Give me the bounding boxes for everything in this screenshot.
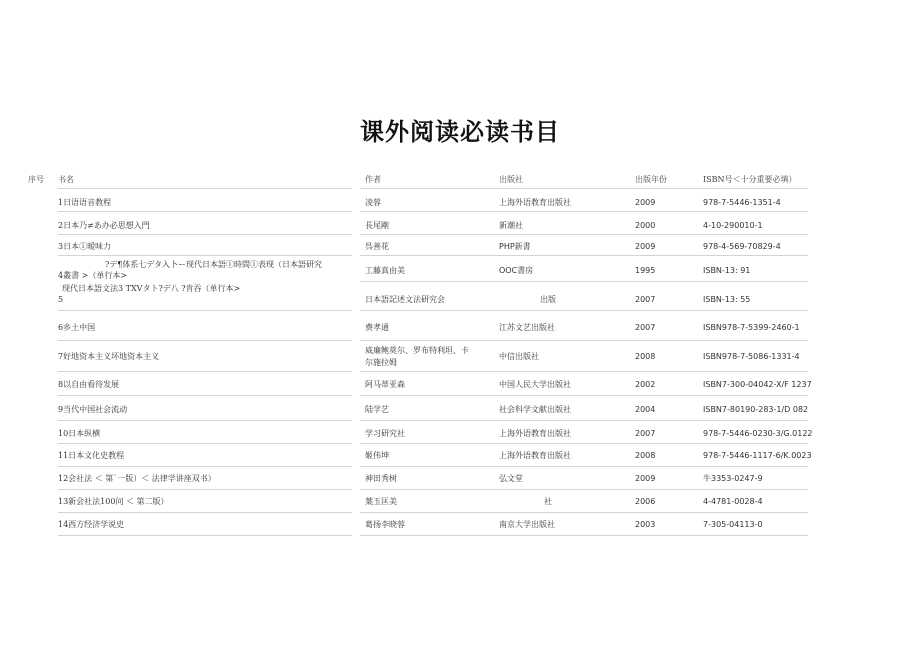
- row-rule: [58, 443, 352, 444]
- row-rule: [58, 466, 352, 467]
- row-rule: [58, 512, 352, 513]
- book-author: 姬伟坤: [365, 451, 389, 460]
- book-year: 2007: [635, 429, 656, 438]
- book-publisher: 南京大学出版社: [499, 520, 555, 529]
- book-name: 9当代中国社会流动: [58, 405, 128, 414]
- row-rule: [58, 489, 352, 490]
- row-rule: [58, 395, 352, 396]
- book-publisher: 社: [544, 497, 552, 506]
- row-rule: [360, 535, 808, 536]
- book-publisher: 江苏文艺出版社: [499, 323, 555, 332]
- book-publisher: 上海外语教育出版社: [499, 451, 571, 460]
- book-year: 2006: [635, 497, 656, 506]
- book-publisher: OOC書房: [499, 266, 534, 275]
- book-year: 2007: [635, 295, 656, 304]
- row-rule: [58, 535, 352, 536]
- book-author: 工藤真由美: [365, 266, 405, 275]
- book-name: 7好地资本主义坏地资本主义: [58, 352, 160, 361]
- book-name: 13新会社法100问 ＜ 第二版）: [58, 497, 169, 506]
- book-name: 12会社法 ＜ 第`一版）＜ 法律学讲座双书）: [58, 474, 216, 483]
- book-author: 葛扬李晓蓉: [365, 520, 405, 529]
- book-isbn: 4-4781-0028-4: [703, 497, 763, 506]
- row-rule: [360, 466, 808, 467]
- book-isbn: ISBN978-7-5399-2460-1: [703, 323, 800, 332]
- row-rule: [58, 310, 352, 311]
- header-isbn: ISBN号＜十分重要必填）: [703, 175, 797, 184]
- book-year: 2000: [635, 221, 656, 230]
- book-publisher: 上海外语教育出版社: [499, 429, 571, 438]
- book-name: 5: [58, 295, 64, 304]
- book-author: 阿马蒂亚森: [365, 380, 405, 389]
- row-rule: [360, 443, 808, 444]
- row-rule: [58, 255, 352, 256]
- row-rule: [58, 420, 352, 421]
- row-rule: [58, 371, 352, 372]
- header-rule: [58, 188, 352, 189]
- row-rule: [360, 512, 808, 513]
- book-author: 费孝通: [365, 323, 389, 332]
- book-year: 2008: [635, 352, 656, 361]
- book-isbn: 978-4-569-70829-4: [703, 242, 781, 251]
- book-author-line: 尔施拉姆: [365, 358, 397, 367]
- header-year: 出版年份: [635, 175, 667, 184]
- book-year: 2002: [635, 380, 656, 389]
- book-year: 2009: [635, 198, 656, 207]
- book-isbn: ISBN7-300-04042-X/F 1237: [703, 380, 812, 389]
- row-rule: [360, 340, 808, 341]
- book-year: 2003: [635, 520, 656, 529]
- book-author: 凌蓉: [365, 198, 381, 207]
- book-publisher: 出版: [540, 295, 556, 304]
- book-isbn: 978-7-5446-0230-3/G.0122: [703, 429, 813, 438]
- book-author: 陆学艺: [365, 405, 389, 414]
- book-year: 2004: [635, 405, 656, 414]
- book-publisher: 新潮社: [499, 221, 523, 230]
- book-isbn: ISBN7-80190-283-1/D 082: [703, 405, 809, 414]
- book-isbn: 7-305-04113-0: [703, 520, 763, 529]
- book-isbn: 牛3353-0247-9: [703, 474, 763, 483]
- row-rule: [360, 371, 808, 372]
- book-isbn: 978-7-5446-1117-6/K.0023: [703, 451, 812, 460]
- book-name: 14西方经济学说史: [58, 520, 125, 529]
- book-publisher: PHP新書: [499, 242, 531, 251]
- book-author: 呉善花: [365, 242, 389, 251]
- header-name: 书名: [58, 175, 74, 184]
- book-publisher: 弘文堂: [499, 474, 523, 483]
- book-isbn: 4-10-290010-1: [703, 221, 763, 230]
- row-rule: [360, 395, 808, 396]
- book-name: 11日本文化史教程: [58, 451, 125, 460]
- book-author: 神田秀树: [365, 474, 397, 483]
- book-isbn: ISBN-13: 55: [703, 295, 751, 304]
- header-serial: 序号: [28, 175, 44, 184]
- book-publisher: 中国人民大学出版社: [499, 380, 571, 389]
- header-author: 作者: [365, 175, 381, 184]
- book-year: 2009: [635, 242, 656, 251]
- page-title: 课外阅读必读书目: [360, 118, 560, 146]
- book-year: 1995: [635, 266, 656, 275]
- book-author: 長尾剛: [365, 221, 389, 230]
- book-name: 2日本乃≠あ办必思想入門: [58, 221, 150, 230]
- book-name-line: 现代日本語文法3 TXVタト?デ八 ?肯吞（单行本>: [62, 284, 241, 293]
- book-author-line: 威廉鲍莫尔、罗布特利坦、卡: [365, 346, 469, 355]
- book-year: 2009: [635, 474, 656, 483]
- book-name-line: 4叢書 >（单行本>: [58, 271, 128, 280]
- book-name: 8以自由看待发展: [58, 380, 120, 389]
- book-publisher: 上海外语教育出版社: [499, 198, 571, 207]
- book-isbn: ISBN978-7-5086-1331-4: [703, 352, 800, 361]
- book-year: 2007: [635, 323, 656, 332]
- row-rule: [360, 420, 808, 421]
- row-rule: [360, 310, 808, 311]
- book-author: 日本語記述文法研究会: [365, 295, 445, 304]
- book-name-line: ?デ¶体系七デタ入卜ー现代日本語①時間①表现（日本語研究: [105, 260, 322, 269]
- row-rule: [360, 489, 808, 490]
- row-rule: [360, 234, 808, 235]
- book-year: 2008: [635, 451, 656, 460]
- row-rule: [58, 340, 352, 341]
- book-name: 1日语语音教程: [58, 198, 112, 207]
- book-isbn: 978-7-5446-1351-4: [703, 198, 781, 207]
- book-publisher: 社会科学文献出版社: [499, 405, 571, 414]
- header-publisher: 出版社: [499, 175, 523, 184]
- book-name: 6乡土中国: [58, 323, 96, 332]
- book-name: 10日本纵横: [58, 429, 101, 438]
- book-publisher: 中信出版社: [499, 352, 539, 361]
- header-rule: [360, 188, 808, 189]
- row-rule: [58, 211, 352, 212]
- row-rule: [360, 281, 808, 282]
- book-author: 学习研究社: [365, 429, 405, 438]
- book-author: 葉玉匡美: [365, 497, 397, 506]
- row-rule: [360, 255, 808, 256]
- row-rule: [360, 211, 808, 212]
- book-name: 3日本①暧味力: [58, 242, 112, 251]
- book-isbn: ISBN-13: 91: [703, 266, 751, 275]
- row-rule: [58, 234, 352, 235]
